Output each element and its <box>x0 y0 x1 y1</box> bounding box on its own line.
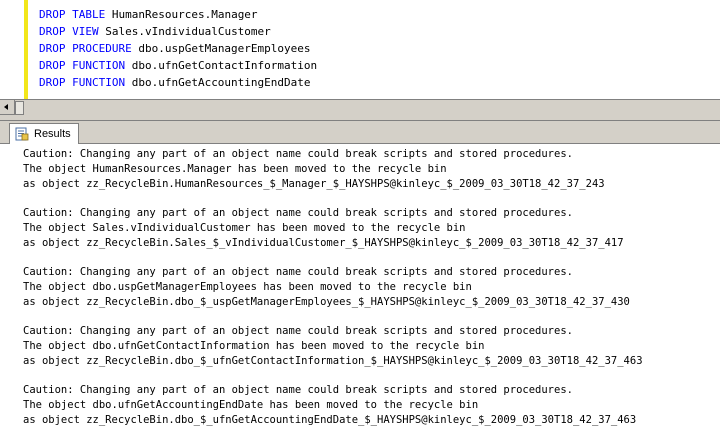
sql-object-name: Sales.vIndividualCustomer <box>105 25 271 38</box>
code-lines[interactable] <box>39 6 317 91</box>
change-tracking-bar <box>24 0 28 99</box>
sql-object-name: dbo.uspGetManagerEmployees <box>138 42 311 55</box>
tab-results[interactable] <box>9 123 79 144</box>
code-line[interactable] <box>39 74 317 91</box>
sql-object-name: HumanResources.Manager <box>111 8 258 21</box>
recycle-object-message: as object zz_RecycleBin.dbo_$_ufnGetAccountingEndDate_$_HAYSHPS@kinleyc_$_2009_03_30T18_42_37_463 <box>23 414 637 426</box>
message-block <box>23 383 643 428</box>
caution-message: Caution: Changing any part of an object name could break scripts and stored procedures. <box>23 325 573 337</box>
caution-message: Caution: Changing any part of an object name could break scripts and stored procedures. <box>23 384 573 396</box>
moved-message: The object dbo.ufnGetContactInformation has been moved to the recycle bin <box>23 340 485 352</box>
recycle-object-message: as object zz_RecycleBin.HumanResources_$_Manager_$_HAYSHPS@kinleyc_$_2009_03_30T18_42_37_243 <box>23 178 605 190</box>
arrow-left-icon <box>4 104 8 110</box>
query-editor[interactable] <box>0 0 720 99</box>
scroll-left-button[interactable] <box>0 100 15 115</box>
moved-message: The object dbo.ufnGetAccountingEndDate has been moved to the recycle bin <box>23 399 479 411</box>
tab-results-label: Results <box>34 128 71 140</box>
results-tab-strip <box>0 121 720 144</box>
editor-gutter <box>0 0 23 99</box>
code-line[interactable] <box>39 6 317 23</box>
moved-message: The object HumanResources.Manager has been moved to the recycle bin <box>23 163 447 175</box>
code-line[interactable] <box>39 40 317 57</box>
message-list <box>23 147 643 442</box>
sql-keyword: DROP PROCEDURE <box>39 42 132 55</box>
code-line[interactable] <box>39 57 317 74</box>
results-grid-icon <box>15 127 29 141</box>
sql-keyword: DROP TABLE <box>39 8 106 21</box>
scrollbar-thumb[interactable] <box>15 101 24 115</box>
results-pane[interactable] <box>0 144 720 439</box>
message-block <box>23 265 643 310</box>
message-block <box>23 206 643 251</box>
editor-horizontal-scrollbar[interactable] <box>0 99 720 115</box>
message-block <box>23 324 643 369</box>
sql-object-name: dbo.ufnGetAccountingEndDate <box>131 76 311 89</box>
message-block <box>23 147 643 192</box>
code-line[interactable] <box>39 23 317 40</box>
caution-message: Caution: Changing any part of an object name could break scripts and stored procedures. <box>23 266 573 278</box>
recycle-object-message: as object zz_RecycleBin.dbo_$_uspGetManagerEmployees_$_HAYSHPS@kinleyc_$_2009_03_30T18_42_37_430 <box>23 296 630 308</box>
sql-object-name: dbo.ufnGetContactInformation <box>131 59 318 72</box>
recycle-object-message: as object zz_RecycleBin.dbo_$_ufnGetContactInformation_$_HAYSHPS@kinleyc_$_2009_03_30T18_42_37_463 <box>23 355 643 367</box>
sql-keyword: DROP FUNCTION <box>39 76 126 89</box>
sql-keyword: DROP VIEW <box>39 25 99 38</box>
sql-keyword: DROP FUNCTION <box>39 59 126 72</box>
caution-message: Caution: Changing any part of an object name could break scripts and stored procedures. <box>23 148 573 160</box>
caution-message: Caution: Changing any part of an object name could break scripts and stored procedures. <box>23 207 573 219</box>
moved-message: The object dbo.uspGetManagerEmployees has been moved to the recycle bin <box>23 281 472 293</box>
moved-message: The object Sales.vIndividualCustomer has been moved to the recycle bin <box>23 222 466 234</box>
recycle-object-message: as object zz_RecycleBin.Sales_$_vIndividualCustomer_$_HAYSHPS@kinleyc_$_2009_03_30T18_42_37_417 <box>23 237 624 249</box>
